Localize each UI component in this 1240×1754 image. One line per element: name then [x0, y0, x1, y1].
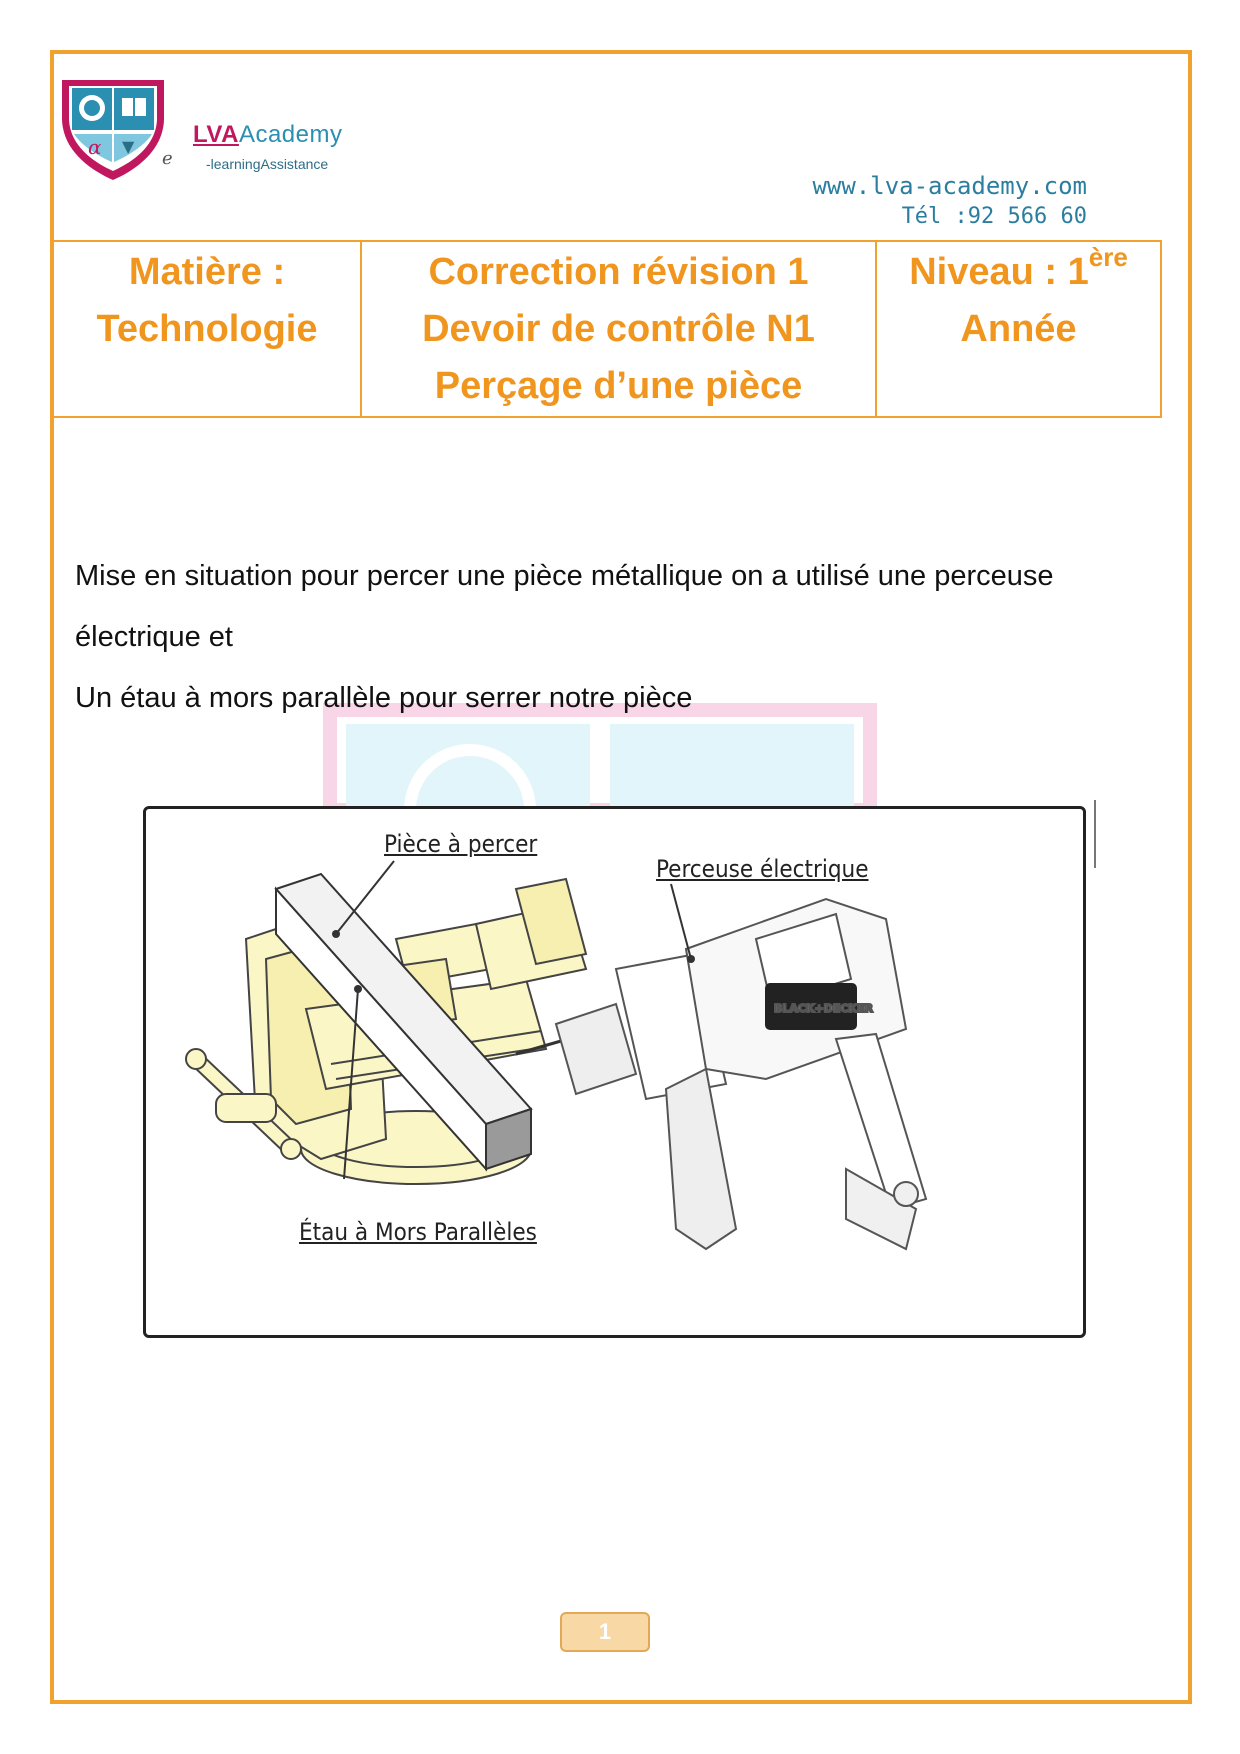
svg-text:▼: ▼	[122, 137, 135, 156]
subject-label: Matière :	[128, 251, 286, 293]
title-line-2: Devoir de contrôle N1	[422, 308, 815, 350]
level-value: Année	[960, 308, 1077, 350]
label-perceuse-electrique: Perceuse électrique	[656, 855, 869, 883]
subject-cell	[53, 241, 361, 417]
brand-lva: LVA	[193, 121, 239, 148]
brand-academy: Academy	[238, 121, 343, 148]
title-line-3: Perçage d’une pièce	[434, 365, 803, 407]
phone-number: Tél :92 566 60	[901, 204, 1087, 229]
leader-dot-piece	[332, 930, 340, 938]
title-cell	[361, 241, 876, 417]
figure-frame	[143, 806, 1086, 1338]
level-label	[878, 244, 1159, 301]
level-superscript: ère	[1088, 242, 1128, 273]
leader-perceuse	[671, 884, 691, 959]
svg-text:α: α	[88, 135, 102, 159]
paragraph-line-1: Mise en situation pour percer une pièce métallique on a utilisé une perceuse	[75, 560, 1054, 592]
lva-shield-logo-icon	[58, 78, 168, 182]
website-url[interactable]: www.lva-academy.com	[812, 172, 1087, 200]
subject-value: Technologie	[96, 308, 318, 350]
label-etau-mors-paralleles: Étau à Mors Parallèles	[299, 1218, 537, 1246]
drill-brand-logo: BLACK+DECKER	[774, 1002, 873, 1015]
situation-paragraph	[75, 546, 1135, 729]
paragraph-line-2: électrique et	[75, 621, 233, 653]
leader-dot-perceuse	[687, 955, 695, 963]
paragraph-line-3: Un étau à mors parallèle pour serrer notre pièce	[75, 682, 693, 714]
brand-tagline: -learningAssistance	[206, 156, 329, 172]
level-prefix: Niveau : 1	[909, 251, 1089, 293]
label-piece-a-percer: Pièce à percer	[384, 830, 538, 858]
header-table	[52, 240, 1162, 418]
margin-mark	[1094, 800, 1096, 868]
brand-name	[193, 121, 342, 149]
level-cell	[876, 241, 1161, 417]
drilling-illustration	[146, 809, 1083, 1335]
leader-dot-etau	[354, 985, 362, 993]
page-number: 1	[560, 1612, 650, 1652]
logo-e-letter: e	[162, 148, 173, 169]
title-line-1: Correction révision 1	[428, 251, 809, 293]
